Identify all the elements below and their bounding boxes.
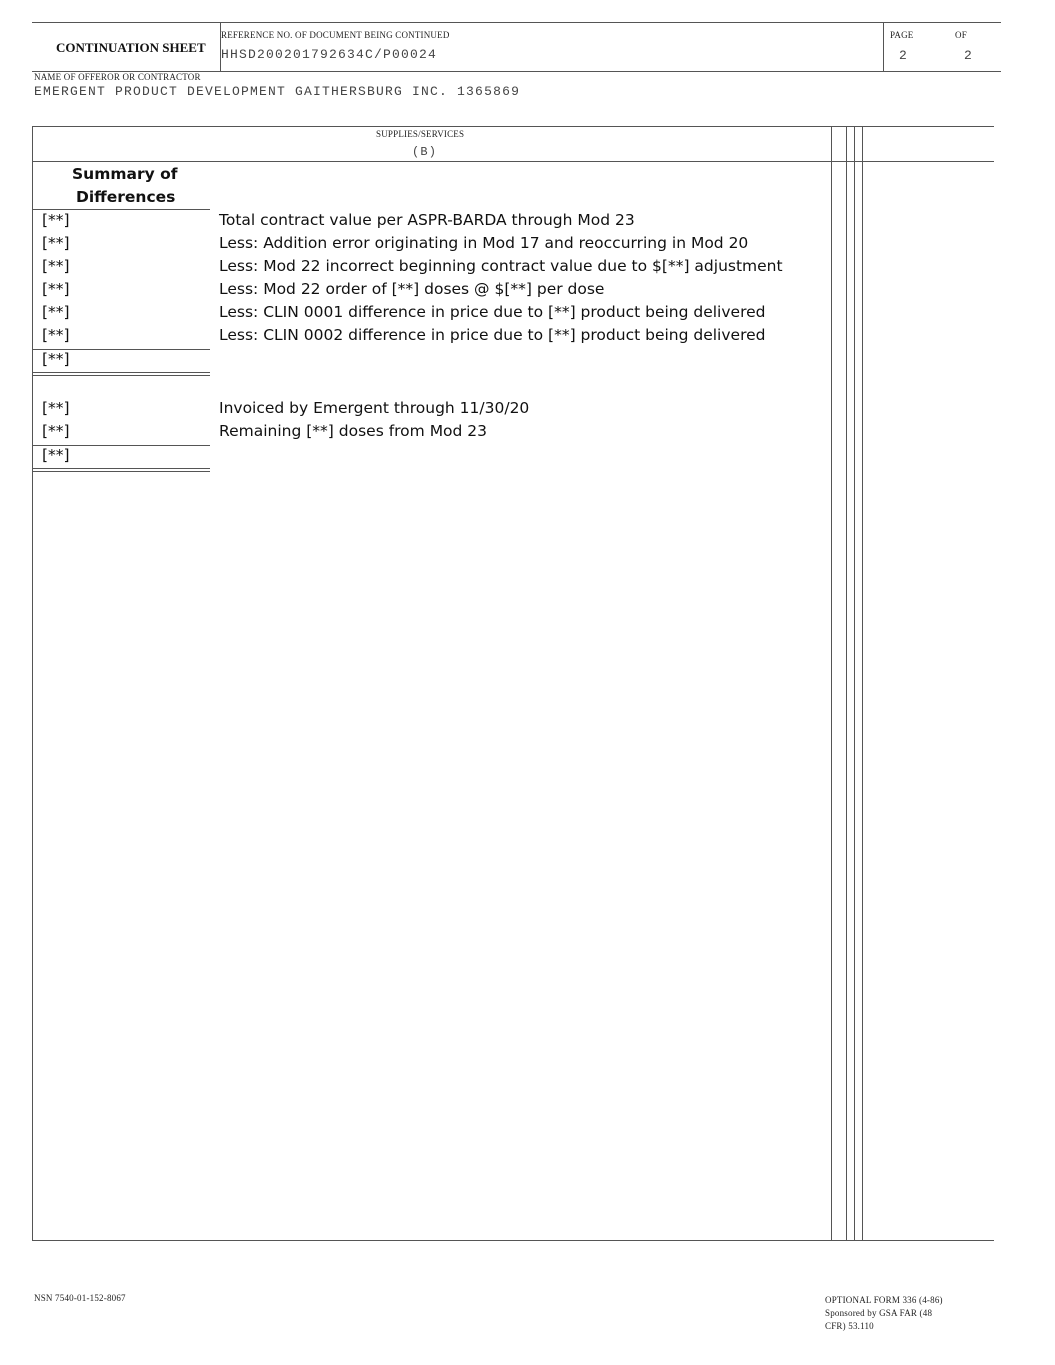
nsn-number: NSN 7540-01-152-8067 bbox=[34, 1293, 126, 1303]
row-description: Less: Mod 22 incorrect beginning contract value due to $[**] adjustment bbox=[219, 257, 783, 275]
sheet-title: CONTINUATION SHEET bbox=[56, 40, 206, 55]
subtotal-double-rule-b bbox=[33, 375, 210, 376]
row-amount: [**] bbox=[42, 326, 70, 344]
form-id-line1: OPTIONAL FORM 336 (4-86) bbox=[825, 1295, 943, 1305]
total-amount: [**] bbox=[42, 446, 70, 464]
table-column-line-1 bbox=[831, 126, 832, 1241]
table-header-bottom-border bbox=[32, 161, 994, 162]
subtotal-amount: [**] bbox=[42, 350, 70, 368]
row-amount: [**] bbox=[42, 303, 70, 321]
row-description: Less: CLIN 0002 difference in price due to [**] product being delivered bbox=[219, 326, 766, 344]
page-total: 2 bbox=[964, 48, 974, 63]
header-top-border bbox=[32, 22, 1001, 23]
row-description: Less: CLIN 0001 difference in price due to [**] product being delivered bbox=[219, 303, 766, 321]
reference-value: HHSD200201792634C/P00024 bbox=[221, 47, 438, 62]
row-amount: [**] bbox=[42, 280, 70, 298]
row-amount: [**] bbox=[42, 234, 70, 252]
table-left-border bbox=[32, 126, 33, 1241]
row-description: Total contract value per ASPR-BARDA through Mod 23 bbox=[219, 211, 635, 229]
row-description: Remaining [**] doses from Mod 23 bbox=[219, 422, 488, 440]
total-double-rule-a bbox=[33, 468, 210, 469]
row-amount: [**] bbox=[42, 422, 70, 440]
summary-heading-line1: Summary of bbox=[72, 165, 178, 183]
row-amount: [**] bbox=[42, 257, 70, 275]
header-divider-page bbox=[883, 22, 884, 71]
supplies-services-label: SUPPLIES/SERVICES bbox=[376, 129, 465, 139]
table-column-line-4 bbox=[862, 126, 863, 1241]
row-amount: [**] bbox=[42, 399, 70, 417]
form-id-line3: CFR) 53.110 bbox=[825, 1321, 874, 1331]
offeror-value: EMERGENT PRODUCT DEVELOPMENT GAITHERSBURG INC. 1365869 bbox=[34, 84, 521, 99]
row-description: Invoiced by Emergent through 11/30/20 bbox=[219, 399, 530, 417]
total-double-rule-b bbox=[33, 471, 210, 472]
summary-heading-line2: Differences bbox=[76, 188, 176, 206]
row-description: Less: Addition error originating in Mod 17 and reoccurring in Mod 20 bbox=[219, 234, 749, 252]
row-description: Less: Mod 22 order of [**] doses @ $[**] per dose bbox=[219, 280, 605, 298]
of-label: OF bbox=[955, 30, 967, 40]
offeror-label: NAME OF OFFEROR OR CONTRACTOR bbox=[34, 72, 201, 82]
table-column-line-2 bbox=[846, 126, 847, 1241]
form-id-line2: Sponsored by GSA FAR (48 bbox=[825, 1308, 933, 1318]
table-top-border bbox=[32, 126, 994, 127]
supplies-services-code: (B) bbox=[412, 145, 438, 159]
subtotal-double-rule-a bbox=[33, 372, 210, 373]
summary-heading-underline bbox=[33, 209, 210, 210]
table-bottom-border bbox=[32, 1240, 994, 1241]
page-number: 2 bbox=[899, 48, 909, 63]
reference-label: REFERENCE NO. OF DOCUMENT BEING CONTINUED bbox=[221, 30, 450, 40]
table-column-line-3 bbox=[854, 126, 855, 1241]
page-label: PAGE bbox=[890, 30, 914, 40]
row-amount: [**] bbox=[42, 211, 70, 229]
